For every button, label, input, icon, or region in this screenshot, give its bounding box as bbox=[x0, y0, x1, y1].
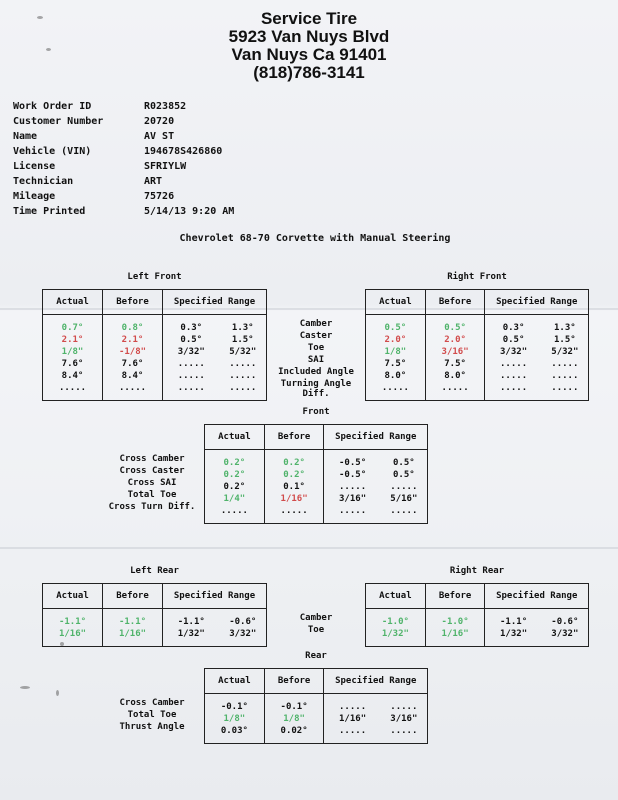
table-row bbox=[43, 628, 267, 640]
range-high: 3/32" bbox=[551, 629, 579, 639]
shop-phone: (818)786-3141 bbox=[253, 63, 365, 82]
actual-value: 1/4" bbox=[205, 493, 265, 505]
before-value: ..... bbox=[103, 382, 163, 394]
measurement-label: Cross Caster bbox=[119, 466, 185, 476]
table-header-row bbox=[366, 584, 589, 609]
before-value: -1.1° bbox=[103, 616, 163, 628]
info-label: Work Order ID bbox=[13, 101, 92, 112]
before-value: 0.2° bbox=[264, 457, 324, 469]
right-front-table bbox=[365, 289, 589, 401]
measurement-label: Toe bbox=[307, 343, 325, 353]
range-high: 3/16" bbox=[390, 714, 418, 724]
col-before: Before bbox=[264, 425, 324, 450]
work-order-info bbox=[13, 101, 234, 221]
vehicle-title: Chevrolet 68-70 Corvette with Manual Steering bbox=[179, 233, 451, 244]
range-high: ..... bbox=[390, 726, 418, 736]
range-low: 3/32" bbox=[177, 347, 205, 357]
actual-value: 8.4° bbox=[43, 370, 103, 382]
range-low: ..... bbox=[339, 726, 367, 736]
range-low: 0.5° bbox=[180, 335, 203, 345]
rear-cross-table bbox=[204, 668, 428, 744]
rear-measurement-labels bbox=[265, 613, 367, 637]
range-low: ..... bbox=[500, 371, 528, 381]
actual-value: 7.6° bbox=[43, 358, 103, 370]
range-high: 5/32" bbox=[229, 347, 257, 357]
info-label: Mileage bbox=[13, 191, 56, 202]
actual-value: 2.1° bbox=[43, 334, 103, 346]
measurement-label: Camber bbox=[299, 319, 333, 329]
info-value: R023852 bbox=[144, 101, 187, 112]
measurement-label: Cross SAI bbox=[127, 478, 177, 488]
left-rear-table bbox=[42, 583, 267, 647]
info-value: AV ST bbox=[144, 131, 175, 142]
table-row bbox=[366, 370, 589, 382]
col-specified-range: Specified Range bbox=[163, 290, 267, 315]
actual-value: ..... bbox=[43, 382, 103, 394]
table-header-row bbox=[43, 290, 267, 315]
info-value: ART bbox=[144, 176, 163, 187]
before-value: 8.4° bbox=[103, 370, 163, 382]
range-low: 1/16" bbox=[339, 714, 367, 724]
info-row bbox=[13, 161, 234, 176]
measurement-label: Cross Camber bbox=[119, 454, 185, 464]
actual-value: 0.2° bbox=[205, 481, 265, 493]
actual-value: ..... bbox=[205, 505, 265, 517]
front-measurement-labels bbox=[265, 319, 367, 399]
rear-cross-labels bbox=[100, 698, 204, 734]
range-high: ..... bbox=[229, 371, 257, 381]
table-row bbox=[205, 493, 428, 505]
left-front-table bbox=[42, 289, 267, 401]
measurement-label: Toe bbox=[307, 625, 325, 635]
table-row bbox=[366, 346, 589, 358]
range-high: ..... bbox=[390, 482, 418, 492]
range-low: ..... bbox=[177, 383, 205, 393]
range-low: -1.1° bbox=[500, 617, 528, 627]
table-row bbox=[43, 616, 267, 628]
table-spacer bbox=[205, 450, 428, 458]
before-value: 7.6° bbox=[103, 358, 163, 370]
left-rear-caption: Left Rear bbox=[130, 566, 179, 576]
before-value: 2.1° bbox=[103, 334, 163, 346]
before-value: -1/8" bbox=[103, 346, 163, 358]
actual-value: -0.1° bbox=[205, 701, 265, 713]
range-low: -1.1° bbox=[177, 617, 205, 627]
table-row bbox=[43, 370, 267, 382]
col-specified-range: Specified Range bbox=[485, 290, 589, 315]
table-row bbox=[43, 358, 267, 370]
table-row bbox=[43, 346, 267, 358]
col-before: Before bbox=[264, 669, 324, 694]
range-high: ..... bbox=[551, 359, 579, 369]
range-high: 1.5° bbox=[553, 335, 576, 345]
actual-value: -1.0° bbox=[366, 616, 426, 628]
measurement-label: Thrust Angle bbox=[119, 722, 185, 732]
table-header-row bbox=[205, 669, 428, 694]
range-low: 3/16" bbox=[339, 494, 367, 504]
info-label: Customer Number bbox=[13, 116, 104, 127]
table-row bbox=[205, 713, 428, 725]
range-low: 3/32" bbox=[500, 347, 528, 357]
info-row bbox=[13, 131, 234, 146]
actual-value: ..... bbox=[366, 382, 426, 394]
measurement-label: Included Angle bbox=[278, 367, 354, 377]
actual-value: 1/8" bbox=[205, 713, 265, 725]
actual-value: 1/8" bbox=[366, 346, 426, 358]
measurement-label: Total Toe bbox=[127, 490, 177, 500]
actual-value: 1/8" bbox=[43, 346, 103, 358]
actual-value: 7.5° bbox=[366, 358, 426, 370]
shop-city: Van Nuys Ca 91401 bbox=[231, 45, 387, 64]
measurement-label: Cross Turn Diff. bbox=[108, 502, 196, 512]
shop-street: 5923 Van Nuys Blvd bbox=[228, 27, 390, 46]
table-spacer bbox=[205, 694, 428, 702]
smudge bbox=[56, 690, 59, 696]
range-high: 5/16" bbox=[390, 494, 418, 504]
range-high: 3/32" bbox=[229, 629, 257, 639]
smudge bbox=[20, 686, 30, 689]
range-low: ..... bbox=[177, 371, 205, 381]
before-value: ..... bbox=[425, 382, 485, 394]
before-value: -0.1° bbox=[264, 701, 324, 713]
shop-name: Service Tire bbox=[260, 9, 358, 28]
table-row bbox=[205, 469, 428, 481]
range-high: ..... bbox=[551, 383, 579, 393]
right-front-caption: Right Front bbox=[447, 272, 507, 282]
col-before: Before bbox=[425, 584, 485, 609]
range-low: -0.5° bbox=[339, 458, 367, 468]
table-row bbox=[205, 725, 428, 737]
info-value: 194678S426860 bbox=[144, 146, 223, 157]
range-high: 1.5° bbox=[231, 335, 254, 345]
col-actual: Actual bbox=[366, 290, 426, 315]
right-rear-caption: Right Rear bbox=[449, 566, 505, 576]
front-cross-labels bbox=[100, 454, 204, 514]
before-value: 0.02° bbox=[264, 725, 324, 737]
before-value: 1/16" bbox=[103, 628, 163, 640]
info-label: Name bbox=[13, 131, 38, 142]
col-before: Before bbox=[103, 290, 163, 315]
range-high: ..... bbox=[390, 702, 418, 712]
table-row bbox=[366, 628, 589, 640]
before-value: 0.5° bbox=[425, 322, 485, 334]
table-row bbox=[205, 505, 428, 517]
col-actual: Actual bbox=[43, 290, 103, 315]
table-spacer bbox=[43, 394, 267, 401]
table-row bbox=[205, 701, 428, 713]
table-spacer bbox=[366, 394, 589, 401]
range-low: ..... bbox=[339, 702, 367, 712]
col-before: Before bbox=[425, 290, 485, 315]
range-low: ..... bbox=[339, 506, 367, 516]
actual-value: 1/16" bbox=[43, 628, 103, 640]
table-spacer bbox=[366, 640, 589, 647]
table-header-row bbox=[205, 425, 428, 450]
actual-value: 8.0° bbox=[366, 370, 426, 382]
info-label: Technician bbox=[13, 176, 74, 187]
table-row bbox=[366, 334, 589, 346]
front-cross-table bbox=[204, 424, 428, 524]
table-row bbox=[43, 382, 267, 394]
before-value: 0.2° bbox=[264, 469, 324, 481]
before-value: 1/16" bbox=[425, 628, 485, 640]
table-header-row bbox=[366, 290, 589, 315]
measurement-label: Turning Angle Diff. bbox=[280, 379, 352, 399]
table-spacer bbox=[43, 609, 267, 617]
info-row bbox=[13, 176, 234, 191]
info-label: Time Printed bbox=[13, 206, 86, 217]
info-value: SFRIYLW bbox=[144, 161, 187, 172]
before-value: 1/16" bbox=[264, 493, 324, 505]
table-spacer bbox=[43, 315, 267, 323]
range-high: 1.3° bbox=[553, 323, 576, 333]
measurement-label: Camber bbox=[299, 613, 333, 623]
actual-value: 0.7° bbox=[43, 322, 103, 334]
range-low: ..... bbox=[177, 359, 205, 369]
info-value: 75726 bbox=[144, 191, 175, 202]
actual-value: 0.2° bbox=[205, 469, 265, 481]
actual-value: -1.1° bbox=[43, 616, 103, 628]
range-high: -0.6° bbox=[551, 617, 579, 627]
table-row bbox=[366, 616, 589, 628]
info-label: License bbox=[13, 161, 56, 172]
table-row bbox=[205, 457, 428, 469]
range-high: ..... bbox=[390, 506, 418, 516]
actual-value: 0.5° bbox=[366, 322, 426, 334]
range-high: 0.5° bbox=[392, 470, 415, 480]
table-row bbox=[366, 382, 589, 394]
before-value: 2.0° bbox=[425, 334, 485, 346]
range-low: 1/32" bbox=[177, 629, 205, 639]
range-high: 1.3° bbox=[231, 323, 254, 333]
range-low: 0.3° bbox=[502, 323, 525, 333]
before-value: ..... bbox=[264, 505, 324, 517]
actual-value: 0.03° bbox=[205, 725, 265, 737]
info-row bbox=[13, 191, 234, 206]
measurement-label: Caster bbox=[299, 331, 333, 341]
range-high: ..... bbox=[551, 371, 579, 381]
info-row bbox=[13, 116, 234, 131]
range-low: 0.5° bbox=[502, 335, 525, 345]
table-row bbox=[43, 334, 267, 346]
range-high: -0.6° bbox=[229, 617, 257, 627]
before-value: 3/16" bbox=[425, 346, 485, 358]
col-actual: Actual bbox=[205, 425, 265, 450]
table-spacer bbox=[205, 737, 428, 744]
table-row bbox=[366, 358, 589, 370]
info-row bbox=[13, 101, 234, 116]
table-row bbox=[43, 322, 267, 334]
table-spacer bbox=[205, 517, 428, 524]
table-row bbox=[205, 481, 428, 493]
rear-cross-caption: Rear bbox=[305, 651, 327, 661]
col-actual: Actual bbox=[43, 584, 103, 609]
before-value: 0.1° bbox=[264, 481, 324, 493]
col-actual: Actual bbox=[205, 669, 265, 694]
table-header-row bbox=[43, 584, 267, 609]
range-low: 0.3° bbox=[180, 323, 203, 333]
measurement-label: Cross Camber bbox=[119, 698, 185, 708]
col-specified-range: Specified Range bbox=[324, 669, 428, 694]
info-row bbox=[13, 146, 234, 161]
col-specified-range: Specified Range bbox=[324, 425, 428, 450]
before-value: 0.8° bbox=[103, 322, 163, 334]
info-value: 20720 bbox=[144, 116, 175, 127]
range-low: 1/32" bbox=[500, 629, 528, 639]
range-low: ..... bbox=[500, 359, 528, 369]
before-value: 8.0° bbox=[425, 370, 485, 382]
range-low: -0.5° bbox=[339, 470, 367, 480]
shop-header bbox=[0, 10, 618, 82]
range-low: ..... bbox=[339, 482, 367, 492]
actual-value: 2.0° bbox=[366, 334, 426, 346]
before-value: 7.5° bbox=[425, 358, 485, 370]
info-row bbox=[13, 206, 234, 221]
col-actual: Actual bbox=[366, 584, 426, 609]
table-row bbox=[366, 322, 589, 334]
before-value: -1.0° bbox=[425, 616, 485, 628]
measurement-label: SAI bbox=[307, 355, 325, 365]
table-spacer bbox=[366, 609, 589, 617]
fold-line bbox=[0, 547, 618, 549]
actual-value: 1/32" bbox=[366, 628, 426, 640]
range-high: ..... bbox=[229, 359, 257, 369]
col-before: Before bbox=[103, 584, 163, 609]
actual-value: 0.2° bbox=[205, 457, 265, 469]
table-spacer bbox=[366, 315, 589, 323]
range-high: 5/32" bbox=[551, 347, 579, 357]
before-value: 1/8" bbox=[264, 713, 324, 725]
col-specified-range: Specified Range bbox=[163, 584, 267, 609]
info-label: Vehicle (VIN) bbox=[13, 146, 92, 157]
measurement-label: Total Toe bbox=[127, 710, 177, 720]
range-high: ..... bbox=[229, 383, 257, 393]
right-rear-table bbox=[365, 583, 589, 647]
range-low: ..... bbox=[500, 383, 528, 393]
col-specified-range: Specified Range bbox=[485, 584, 589, 609]
front-cross-caption: Front bbox=[302, 407, 330, 417]
left-front-caption: Left Front bbox=[127, 272, 182, 282]
range-high: 0.5° bbox=[392, 458, 415, 468]
info-value: 5/14/13 9:20 AM bbox=[144, 206, 235, 217]
table-spacer bbox=[43, 640, 267, 647]
